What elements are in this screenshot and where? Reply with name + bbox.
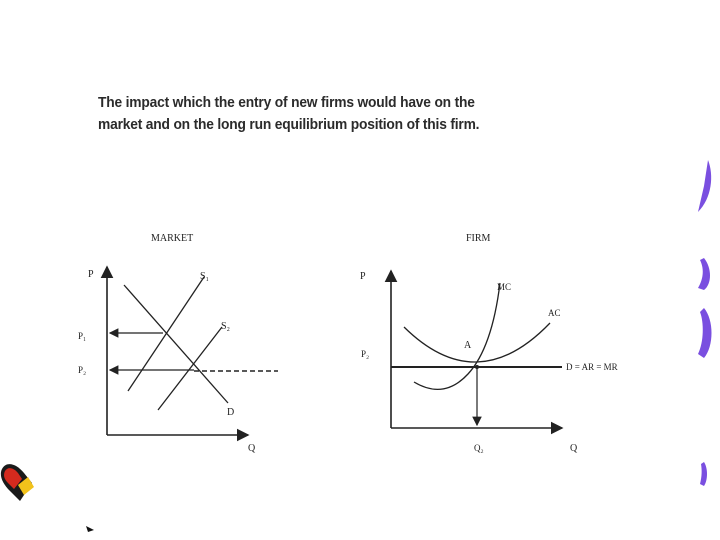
market-p2-label: P₂ <box>78 365 87 375</box>
firm-mc-label: MC <box>497 282 512 292</box>
firm-x-axis-label: Q <box>570 443 578 454</box>
firm-title: FIRM <box>466 233 491 244</box>
firm-demand-label: D = AR = MR <box>566 362 618 372</box>
bullet-mark <box>82 522 102 536</box>
crayon-icon <box>0 455 40 515</box>
purple-shape-2 <box>698 258 710 290</box>
economics-figure <box>66 195 652 487</box>
market-y-axis-label: P <box>88 269 94 280</box>
firm-p2-label: P₂ <box>361 349 370 359</box>
slide-caption <box>98 92 503 136</box>
firm-mc-curve <box>414 283 500 389</box>
purple-shape-3 <box>698 308 712 358</box>
market-title: MARKET <box>151 233 194 244</box>
firm-ac-curve <box>404 323 550 362</box>
caption-line-1: The impact which the entry of new firms would have on the <box>98 94 475 111</box>
caption-line-2: market and on the long run equilibrium position of this firm. <box>98 116 480 133</box>
purple-shape-4 <box>700 462 707 486</box>
firm-ac-label: AC <box>548 308 561 318</box>
firm-diagram <box>360 233 618 454</box>
market-p1-label: P₁ <box>78 331 87 341</box>
market-demand-curve <box>124 285 231 403</box>
market-supply-s1 <box>128 277 204 391</box>
market-diagram <box>78 233 278 454</box>
market-supply-s2 <box>158 327 222 410</box>
market-x-axis-label: Q <box>248 443 256 454</box>
purple-shape-1 <box>698 160 711 212</box>
firm-point-a-label: A <box>464 340 472 351</box>
market-s2-label: S₂ <box>221 321 231 332</box>
figure-svg <box>66 195 652 487</box>
firm-q2-label: Q₂ <box>474 443 484 453</box>
purple-decoration <box>690 150 720 500</box>
firm-y-axis-label: P <box>360 271 366 282</box>
market-demand-label: D <box>227 407 235 418</box>
market-s1-label: S₁ <box>200 271 210 282</box>
